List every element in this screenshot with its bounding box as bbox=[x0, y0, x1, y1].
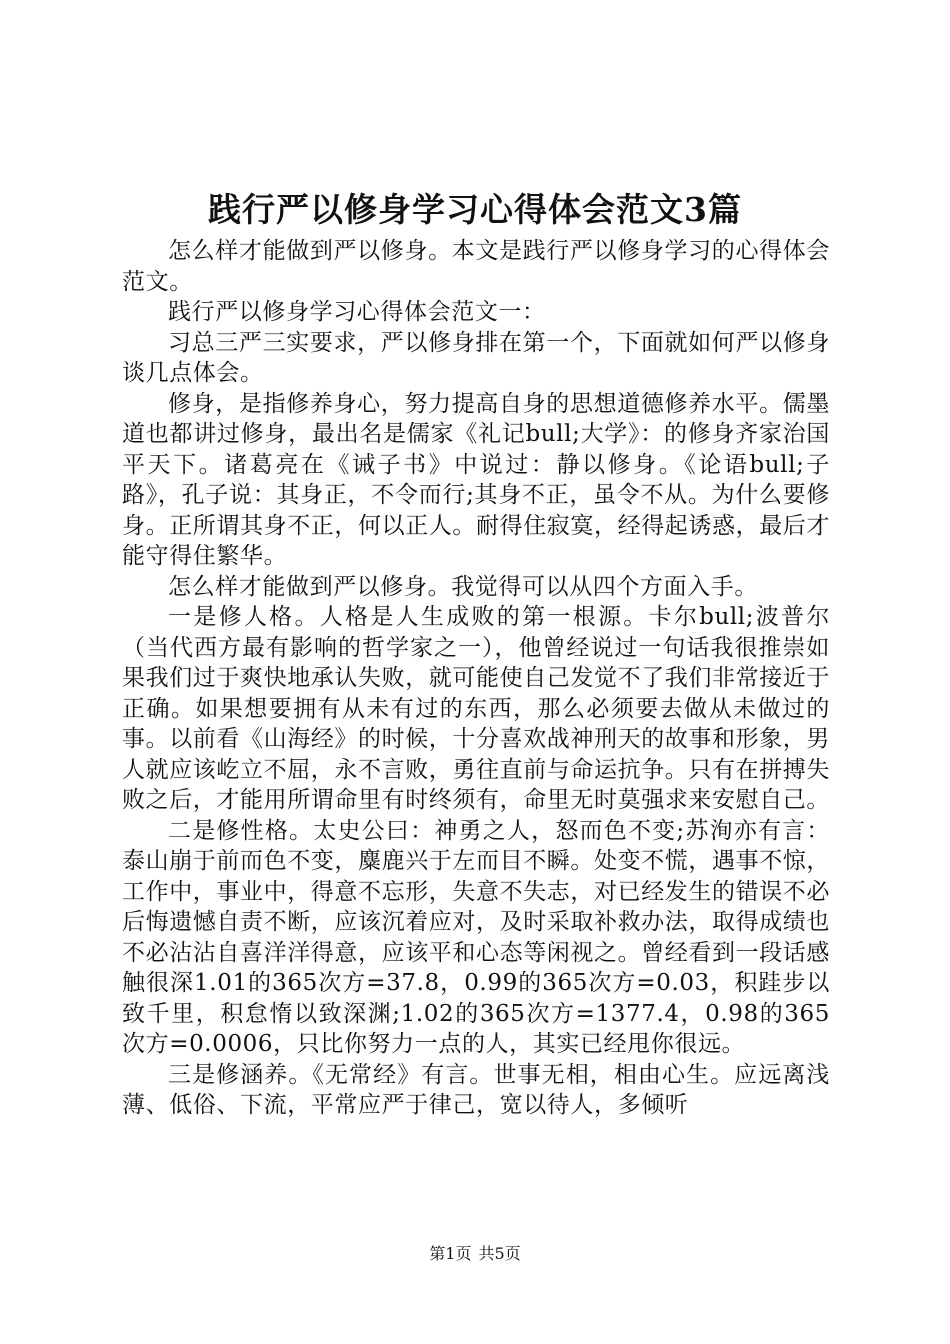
paragraph-section-heading: 践行严以修身学习心得体会范文一： bbox=[168, 299, 546, 325]
paragraph-intro: 怎么样才能做到严以修身。本文是践行严以修身学习的心得体会范文。 bbox=[122, 238, 830, 295]
paragraph: 二是修性格。太史公曰：神勇之人，怒而色不变;苏洵亦有言：泰山崩于前而色不变，麋鹿兴于左而目不瞬。处变不慌，遇事不惊，工作中，事业中，得意不忘形，失意不失志，对已经发生的错误不必后悔遗憾自责不断，应该沉着应对，及时采取补救办法，取得成绩也不必沾沾自喜洋洋得意，应该平和心态等闲视之。曾经看到一段话感触很深1.01的365次方=37.8，0.99的365次方=0.03，积跬步以致千里，积怠惰以致深渊;1.02的365次方=1377.4，0.98的365次方=0.0006，只比你努力一点的人，其实已经甩你很远。 bbox=[122, 817, 830, 1057]
document-body bbox=[122, 236, 830, 1121]
page-total: 共5页 bbox=[478, 1244, 521, 1263]
paragraph: 一是修人格。人格是人生成败的第一根源。卡尔bull;波普尔（当代西方最有影响的哲学家之一），他曾经说过一句话我很推崇如果我们过于爽快地承认失败，就可能使自己发觉不了我们非常接近于正确。如果想要拥有从未有过的东西，那么必须要去做从未做过的事。以前看《山海经》的时候，十分喜欢战神刑天的故事和形象，男人就应该屹立不屈，永不言败，勇往直前与命运抗争。只有在拼搏失败之后，才能用所谓命里有时终须有，命里无时莫强求来安慰自己。 bbox=[122, 604, 830, 813]
paragraph: 怎么样才能做到严以修身。我觉得可以从四个方面入手。 bbox=[168, 573, 758, 600]
page-footer bbox=[0, 1243, 950, 1265]
paragraph: 修身，是指修养身心，努力提高自身的思想道德修养水平。儒墨道也都讲过修身，最出名是儒家《礼记bull;大学》：的修身齐家治国平天下。诸葛亮在《诫子书》中说过：静以修身。《论语bull;子路》，孔子说：其身正，不令而行;其身不正，虽令不从。为什么要修身。正所谓其身不正，何以正人。耐得住寂寞，经得起诱惑，最后才能守得住繁华。 bbox=[122, 390, 830, 569]
document-title: 践行严以修身学习心得体会范文3篇 bbox=[208, 190, 742, 229]
page-number: 第1页 bbox=[429, 1244, 472, 1263]
paragraph: 三是修涵养。《无常经》有言。世事无相，相由心生。应远离浅薄、低俗、下流，平常应严于律己，宽以待人，多倾听 bbox=[122, 1061, 830, 1118]
paragraph: 习总三严三实要求，严以修身排在第一个，下面就如何严以修身谈几点体会。 bbox=[122, 329, 830, 386]
